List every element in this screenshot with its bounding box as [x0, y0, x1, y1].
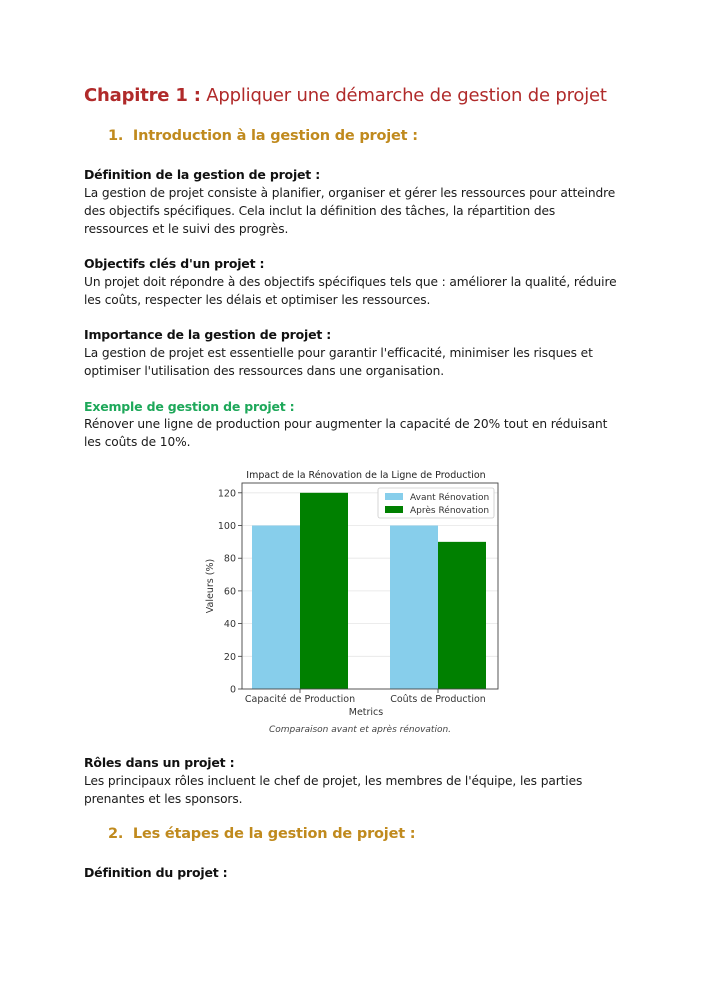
section-2-number: 2.: [108, 826, 124, 842]
legend-label-0: Avant Rénovation: [410, 493, 490, 503]
chapter-name: Appliquer une démarche de gestion de projet: [200, 85, 607, 106]
objectifs-text: Un projet doit répondre à des objectifs spécifiques tels que : améliorer la qualité, réduire les coûts, respecter les délais et optimiser les ressources.: [84, 275, 617, 307]
chapter-title: [84, 85, 607, 106]
section-1-number: 1.: [108, 128, 124, 144]
section-2-label: Les étapes de la gestion de projet :: [132, 826, 416, 842]
bar-apres-0: [300, 493, 348, 689]
bar-avant-0: [252, 526, 300, 689]
objectifs-heading: Objectifs clés d'un projet :: [84, 256, 265, 271]
legend-swatch-0: [385, 493, 403, 500]
chart-svg: [200, 464, 510, 744]
chart-caption: Comparaison avant et après rénovation.: [268, 725, 452, 735]
importance-heading: Importance de la gestion de projet :: [84, 327, 332, 342]
renovation-chart: [200, 464, 510, 744]
chapter-label: Chapitre 1 :: [84, 85, 201, 106]
exemple-text: Rénover une ligne de production pour augmenter la capacité de 20% tout en réduisant les coûts de 10%.: [84, 417, 608, 449]
y-tick-label: 0: [229, 684, 236, 696]
exemple-heading: Exemple de gestion de projet :: [84, 399, 295, 414]
bar-apres-1: [438, 542, 486, 689]
x-axis-label: Metrics: [348, 707, 384, 718]
roles-text: Les principaux rôles incluent le chef de projet, les membres de l'équipe, les parties prenantes et les sponsors.: [84, 774, 583, 806]
roles-heading: Rôles dans un projet :: [84, 755, 235, 770]
y-axis-label: Valeurs (%): [205, 558, 216, 614]
section-1-label: Introduction à la gestion de projet :: [132, 128, 418, 144]
y-tick-label: 20: [223, 651, 236, 663]
x-tick-label: Capacité de Production: [244, 694, 356, 705]
definition-text: La gestion de projet consiste à planifier, organiser et gérer les ressources pour atteindre des objectifs spécifiques. Cela inclut la définition des tâches, la répartition des ressources et le suivi des progrès.: [84, 186, 616, 236]
y-tick-label: 60: [223, 586, 236, 598]
importance-text: La gestion de projet est essentielle pour garantir l'efficacité, minimiser les risques et optimiser l'utilisation des ressources dans une organisation.: [84, 346, 593, 378]
y-tick-label: 100: [217, 521, 236, 533]
section-2-title: [108, 826, 415, 842]
y-tick-label: 40: [223, 619, 236, 631]
y-tick-label: 120: [217, 488, 236, 500]
legend-label-1: Après Rénovation: [410, 506, 490, 516]
legend-swatch-1: [385, 506, 403, 513]
definition-projet-heading: Définition du projet :: [84, 865, 228, 880]
bar-avant-1: [390, 526, 438, 689]
y-tick-label: 80: [223, 553, 236, 565]
x-tick-label: Coûts de Production: [390, 694, 486, 705]
section-1-title: [108, 128, 418, 144]
definition-heading: Définition de la gestion de projet :: [84, 167, 321, 182]
chart-title: Impact de la Rénovation de la Ligne de Production: [246, 470, 486, 481]
